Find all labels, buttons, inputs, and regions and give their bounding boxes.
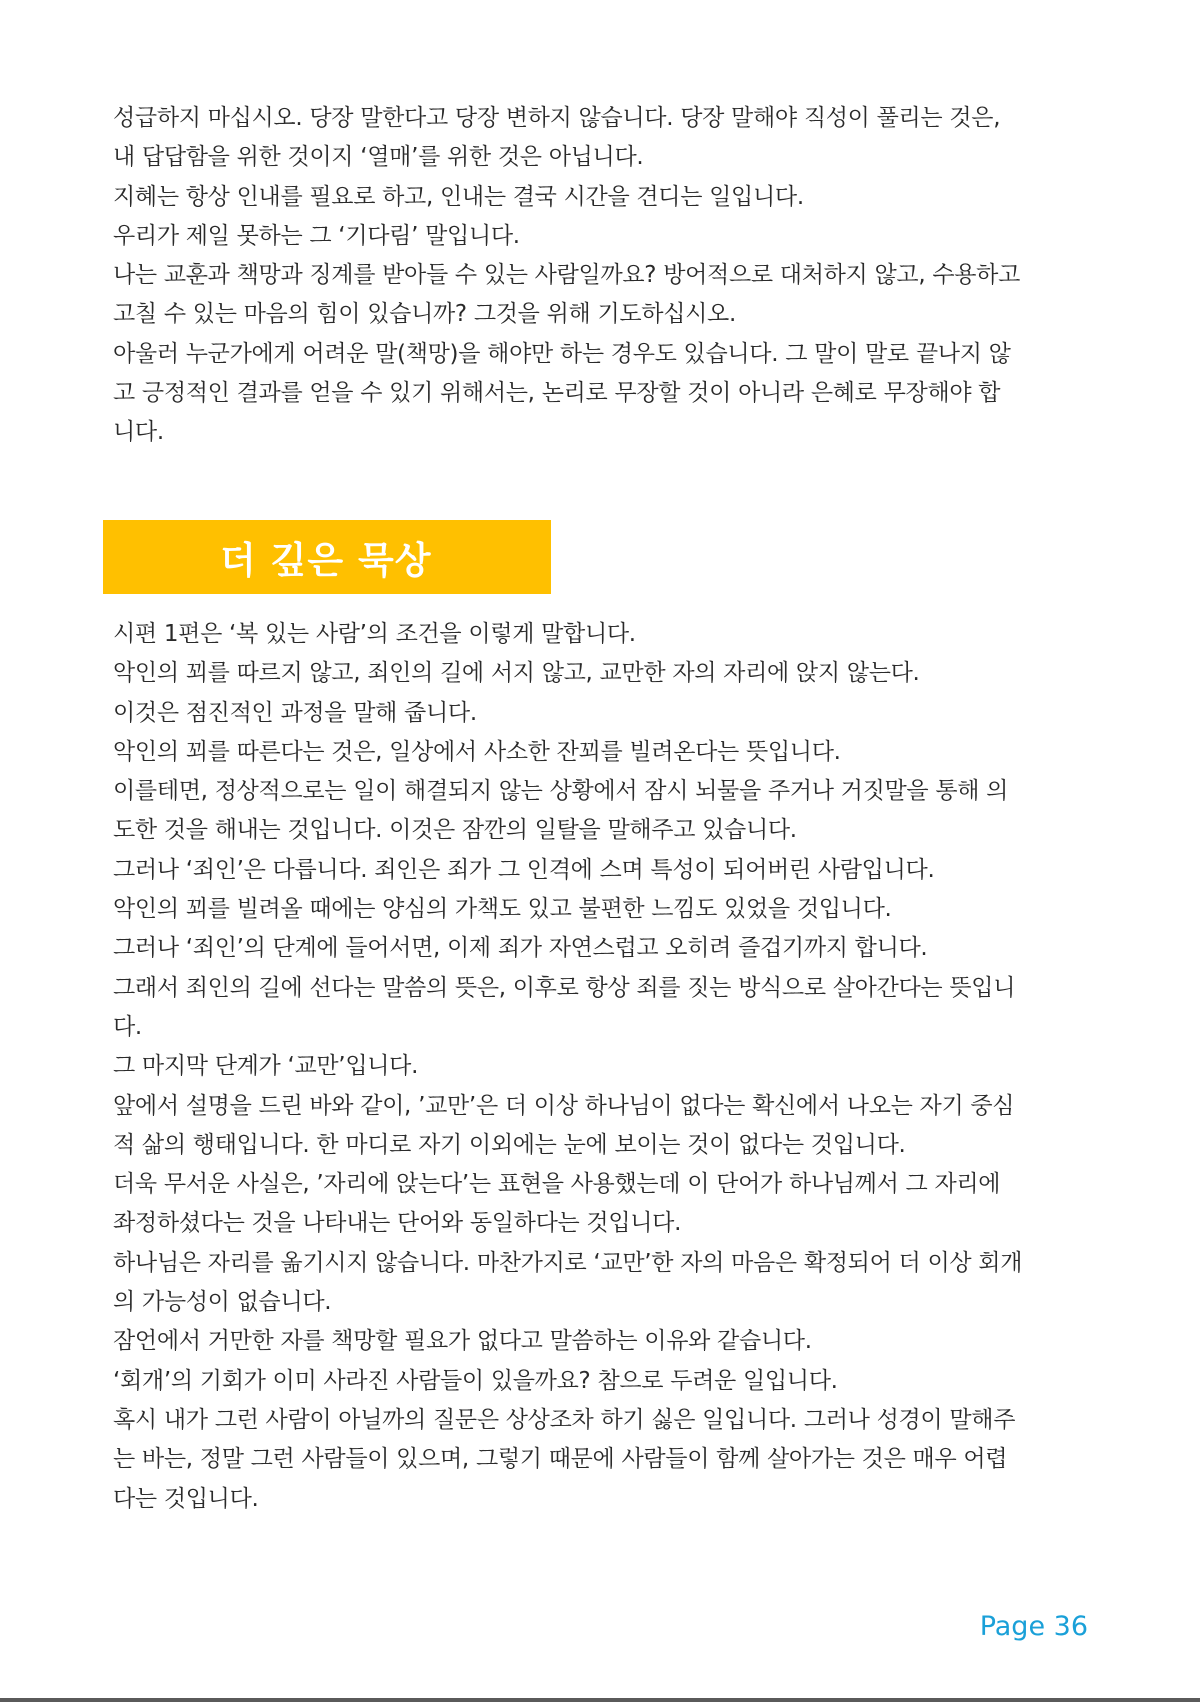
text-line: 도한 것을 해내는 것입니다. 이것은 잠깐의 일탈을 말해주고 있습니다.	[113, 817, 797, 844]
text-line: 그 마지막 단계가 ‘교만’입니다.	[113, 1053, 419, 1080]
section-heading-banner	[103, 520, 551, 594]
text-line: 이것은 점진적인 과정을 말해 줍니다.	[113, 699, 477, 726]
text-line: 혹시 내가 그런 사람이 아닐까의 질문은 상상조차 하기 싫은 일입니다. 그러나 성경이 말해주	[113, 1406, 1016, 1433]
text-line: 더욱 무서운 사실은, ’자리에 앉는다’는 표현을 사용했는데 이 단어가 하나님께서 그 자리에	[113, 1171, 1001, 1198]
text-line: 니다.	[113, 419, 164, 446]
text-line: 나는 교훈과 책망과 징계를 받아들 수 있는 사람일까요? 방어적으로 대처하지 않고, 수용하고	[113, 262, 1021, 289]
text-line: 고칠 수 있는 마음의 힘이 있습니까? 그것을 위해 기도하십시오.	[113, 301, 736, 328]
text-line: 성급하지 마십시오. 당장 말한다고 당장 변하지 않습니다. 당장 말해야 직성이 풀리는 것은,	[113, 105, 1001, 131]
text-line: 시편 1편은 ‘복 있는 사람’의 조건을 이렇게 말합니다.	[113, 621, 636, 647]
text-line: 는 바는, 정말 그런 사람들이 있으며, 그렇기 때문에 사람들이 함께 살아가는 것은 매우 어렵	[113, 1446, 1008, 1473]
text-line: 악인의 꾀를 빌려올 때에는 양심의 가책도 있고 불편한 느낌도 있었을 것입니다.	[113, 896, 892, 923]
text-line: 고 긍정적인 결과를 얻을 수 있기 위해서는, 논리로 무장할 것이 아니라 은혜로 무장해야 합	[113, 380, 1001, 407]
bottom-divider	[0, 1698, 1200, 1702]
section-heading-title: 더 깊은 묵상	[220, 539, 432, 582]
text-line: 하나님은 자리를 옮기시지 않습니다. 마찬가지로 ‘교만’한 자의 마음은 확정되어 더 이상 회개	[113, 1249, 1023, 1276]
text-line: 적 삶의 행태입니다. 한 마디로 자기 이외에는 눈에 보이는 것이 없다는 것입니다.	[113, 1131, 906, 1158]
text-line: 우리가 제일 못하는 그 ‘기다림’ 말입니다.	[113, 222, 520, 249]
text-line: 내 답답함을 위한 것이지 ‘열매’를 위한 것은 아닙니다.	[113, 144, 644, 171]
text-line: 그러나 ‘죄인’은 다릅니다. 죄인은 죄가 그 인격에 스며 특성이 되어버린 사람입니다.	[113, 856, 935, 883]
text-line: 다는 것입니다.	[113, 1485, 259, 1512]
text-line: 악인의 꾀를 따르지 않고, 죄인의 길에 서지 않고, 교만한 자의 자리에 앉지 않는다.	[113, 660, 920, 687]
text-line: 다.	[113, 1013, 142, 1040]
text-line: 앞에서 설명을 드린 바와 같이, ’교만’은 더 이상 하나님이 없다는 확신에서 나오는 자기 중심	[113, 1092, 1015, 1119]
text-line: 이를테면, 정상적으로는 일이 해결되지 않는 상황에서 잠시 뇌물을 주거나 거짓말을 통해 의	[113, 778, 1009, 805]
text-line: 그래서 죄인의 길에 선다는 말씀의 뜻은, 이후로 항상 죄를 짓는 방식으로 살아간다는 뜻입니	[113, 974, 1016, 1001]
text-line: 악인의 꾀를 따른다는 것은, 일상에서 사소한 잔꾀를 빌려온다는 뜻입니다.	[113, 738, 841, 765]
text-line: 좌정하셨다는 것을 나타내는 단어와 동일하다는 것입니다.	[113, 1210, 682, 1237]
text-line: 아울러 누군가에게 어려운 말(책망)을 해야만 하는 경우도 있습니다. 그 말이 말로 끝나지 않	[113, 340, 1011, 367]
text-line: ‘회개’의 기회가 이미 사라진 사람들이 있을까요? 참으로 두려운 일입니다.	[113, 1367, 838, 1394]
text-line: 잠언에서 거만한 자를 책망할 필요가 없다고 말씀하는 이유와 같습니다.	[113, 1328, 812, 1355]
meditation-paragraph	[113, 615, 1093, 1519]
text-line: 그러나 ‘죄인’의 단계에 들어서면, 이제 죄가 자연스럽고 오히려 즐겁기까지 합니다.	[113, 935, 928, 962]
text-line: 지혜는 항상 인내를 필요로 하고, 인내는 결국 시간을 견디는 일입니다.	[113, 183, 804, 210]
text-line: 의 가능성이 없습니다.	[113, 1289, 332, 1316]
intro-paragraph	[113, 99, 1093, 453]
page-number: Page 36	[979, 1611, 1088, 1642]
